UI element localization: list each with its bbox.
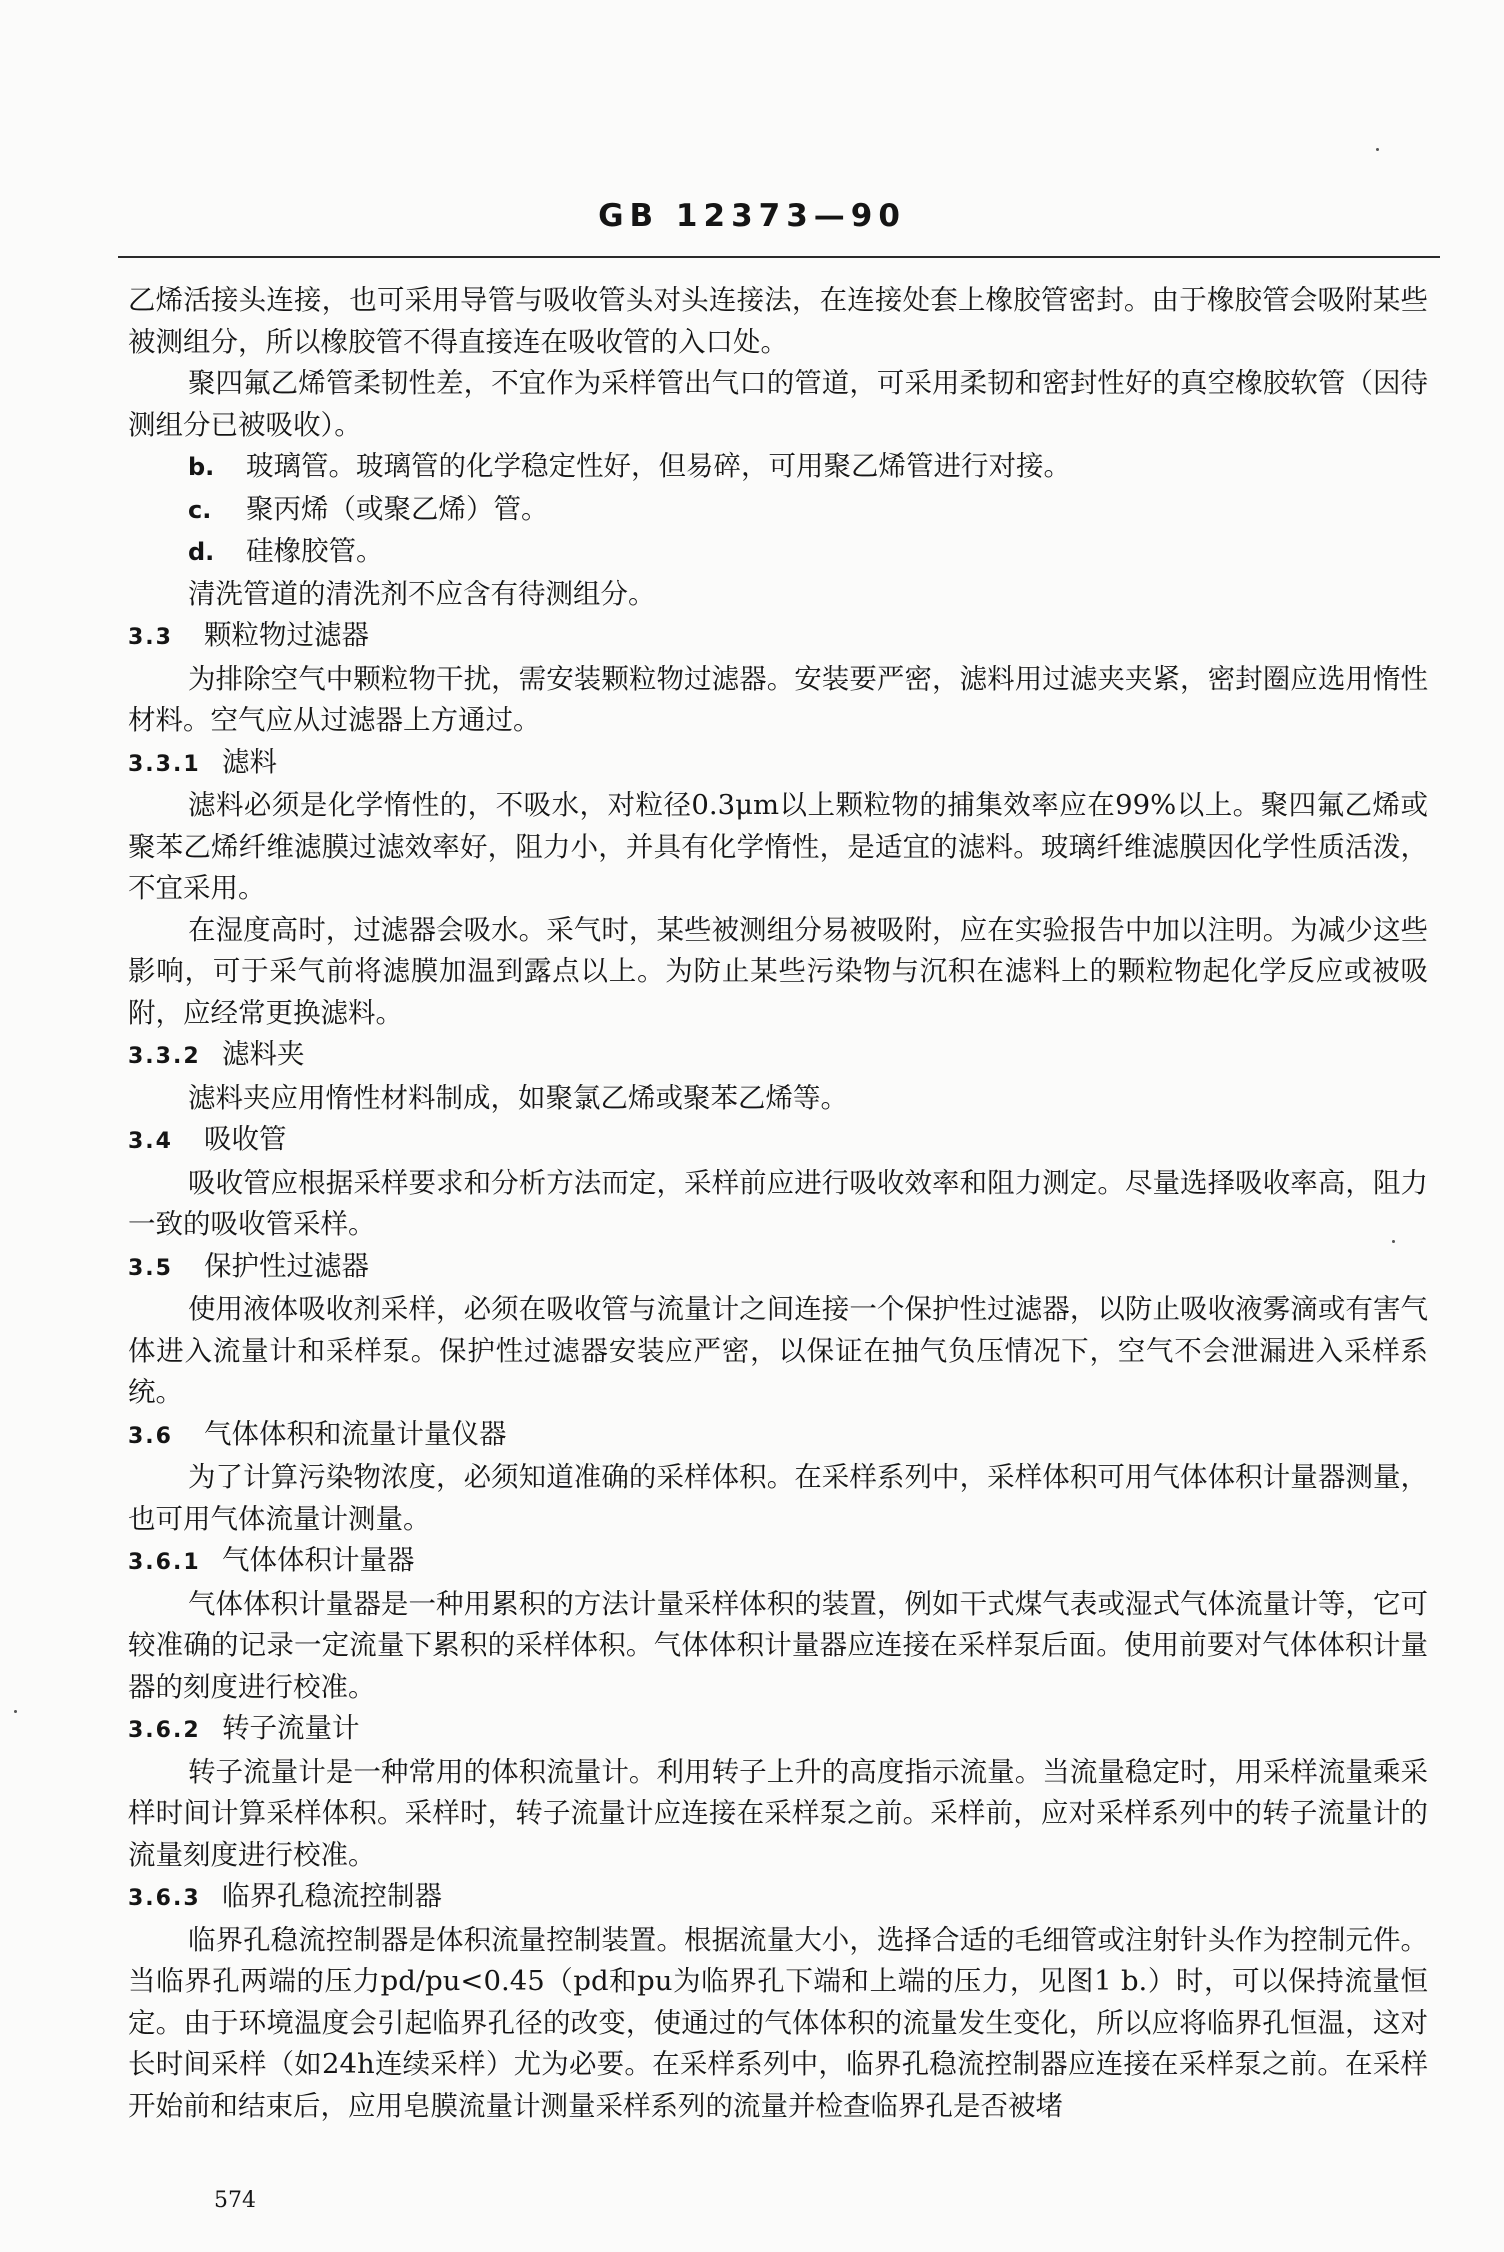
section-title: 吸收管 — [204, 1123, 287, 1155]
list-item-text: 硅橡胶管。 — [246, 535, 384, 567]
section-heading-3-3 — [128, 615, 1428, 659]
paragraph: 乙烯活接头连接，也可采用导管与吸收管头对头连接法，在连接处套上橡胶管密封。由于橡胶管会吸附某些被测组分，所以橡胶管不得直接连在吸收管的入口处。 — [128, 284, 1428, 358]
paragraph: 转子流量计是一种常用的体积流量计。利用转子上升的高度指示流量。当流量稳定时，用采样流量乘采样时间计算采样体积。采样时，转子流量计应连接在采样泵之前。采样前，应对采样系列中的转子流量计的流量刻度进行校准。 — [128, 1755, 1428, 1871]
section-title: 保护性过滤器 — [204, 1249, 369, 1282]
section-heading-3-3-2 — [128, 1034, 1428, 1078]
list-item-text: 玻璃管。玻璃管的化学稳定性好，但易碎，可用聚乙烯管进行对接。 — [246, 450, 1071, 482]
section-number: 3.6.2 — [128, 1718, 201, 1743]
scan-speck — [14, 1710, 17, 1713]
paragraph: 临界孔稳流控制器是体积流量控制装置。根据流量大小，选择合适的毛细管或注射针头作为控制元件。当临界孔两端的压力pd/pu<0.45（pd和pu为临界孔下端和上端的压力，见图1 b.）时，可以保持流量恒定。由于环境温度会引起临界孔径的改变，使通过的气体体积的流量发生变化，所以应将临界孔恒温，这对长时间采样（如24h连续采样）尤为必要。在采样系列中，临界孔稳流控制器应连接在采样泵之前。在采样开始前和结束后，应用皂膜流量计测量采样系列的流量并检查临界孔是否被堵 — [128, 1923, 1428, 2122]
paragraph: 滤料夹应用惰性材料制成，如聚氯乙烯或聚苯乙烯等。 — [188, 1081, 848, 1114]
section-heading-3-5 — [128, 1246, 1428, 1290]
section-number: 3.3.1 — [128, 751, 201, 777]
paragraph: 为了计算污染物浓度，必须知道准确的采样体积。在采样系列中，采样体积可用气体体积计量器测量，也可用气体流量计测量。 — [128, 1461, 1428, 1535]
list-item-b — [128, 446, 1428, 489]
scan-speck — [1376, 148, 1379, 151]
section-number: 3.4 — [128, 1129, 173, 1154]
section-number: 3.6.1 — [128, 1550, 201, 1575]
list-item-label: c. — [188, 495, 212, 524]
standard-number-header: GB 12373—90 — [598, 198, 906, 234]
section-heading-3-6-3 — [128, 1876, 1428, 1920]
paragraph: 清洗管道的清洗剂不应含有待测组分。 — [188, 577, 656, 610]
section-number: 3.3 — [128, 625, 173, 650]
section-title: 颗粒物过滤器 — [204, 619, 369, 651]
paragraph: 气体体积计量器是一种用累积的方法计量采样体积的装置，例如干式煤气表或湿式气体流量计等，它可较准确的记录一定流量下累积的采样体积。气体体积计量器应连接在采样泵后面。使用前要对气体体积计量器的刻度进行校准。 — [128, 1587, 1428, 1703]
scan-speck — [1392, 1240, 1395, 1243]
section-number: 3.6.3 — [128, 1886, 201, 1911]
section-title: 气体体积和流量计量仪器 — [204, 1417, 507, 1450]
document-body — [128, 280, 1428, 2127]
section-heading-3-6-1 — [128, 1540, 1428, 1584]
paragraph: 聚四氟乙烯管柔韧性差，不宜作为采样管出气口的管道，可采用柔韧和密封性好的真空橡胶软管（因待测组分已被吸收）。 — [128, 367, 1428, 441]
section-heading-3-3-1 — [128, 742, 1428, 786]
list-item-label: b. — [188, 453, 215, 481]
paragraph: 滤料必须是化学惰性的，不吸水，对粒径0.3μm以上颗粒物的捕集效率应在99%以上。聚四氟乙烯或聚苯乙烯纤维滤膜过滤效率好，阻力小，并具有化学惰性，是适宜的滤料。玻璃纤维滤膜因化学性质活泼，不宜采用。 — [128, 789, 1428, 904]
header-divider — [118, 256, 1440, 258]
paragraph: 在湿度高时，过滤器会吸水。采气时，某些被测组分易被吸附，应在实验报告中加以注明。为减少这些影响，可于采气前将滤膜加温到露点以上。为防止某些污染物与沉积在滤料上的颗粒物起化学反应或被吸附，应经常更换滤料。 — [128, 913, 1428, 1029]
section-title: 滤料 — [222, 745, 277, 778]
paragraph: 吸收管应根据采样要求和分析方法而定，采样前应进行吸收效率和阻力测定。尽量选择吸收率高，阻力一致的吸收管采样。 — [128, 1166, 1428, 1240]
section-heading-3-6 — [128, 1414, 1428, 1458]
section-number: 3.6 — [128, 1423, 173, 1449]
section-heading-3-4 — [128, 1119, 1428, 1163]
section-title: 气体体积计量器 — [222, 1544, 415, 1576]
paragraph: 使用液体吸收剂采样，必须在吸收管与流量计之间连接一个保护性过滤器，以防止吸收液雾滴或有害气体进入流量计和采样泵。保护性过滤器安装应严密，以保证在抽气负压情况下，空气不会泄漏进入采样系统。 — [128, 1293, 1428, 1408]
section-number: 3.5 — [128, 1255, 173, 1281]
list-item-label: d. — [188, 538, 215, 566]
paragraph: 为排除空气中颗粒物干扰，需安装颗粒物过滤器。安装要严密，滤料用过滤夹夹紧，密封圈应选用惰性材料。空气应从过滤器上方通过。 — [128, 662, 1428, 736]
list-item-text: 聚丙烯（或聚乙烯）管。 — [246, 492, 549, 525]
section-title: 滤料夹 — [222, 1038, 305, 1070]
section-heading-3-6-2 — [128, 1708, 1428, 1752]
page-number: 574 — [214, 2188, 256, 2213]
section-title: 临界孔稳流控制器 — [222, 1880, 442, 1912]
list-item-c — [128, 489, 1428, 532]
section-title: 转子流量计 — [222, 1712, 360, 1744]
list-item-d — [128, 531, 1428, 574]
section-number: 3.3.2 — [128, 1044, 201, 1069]
